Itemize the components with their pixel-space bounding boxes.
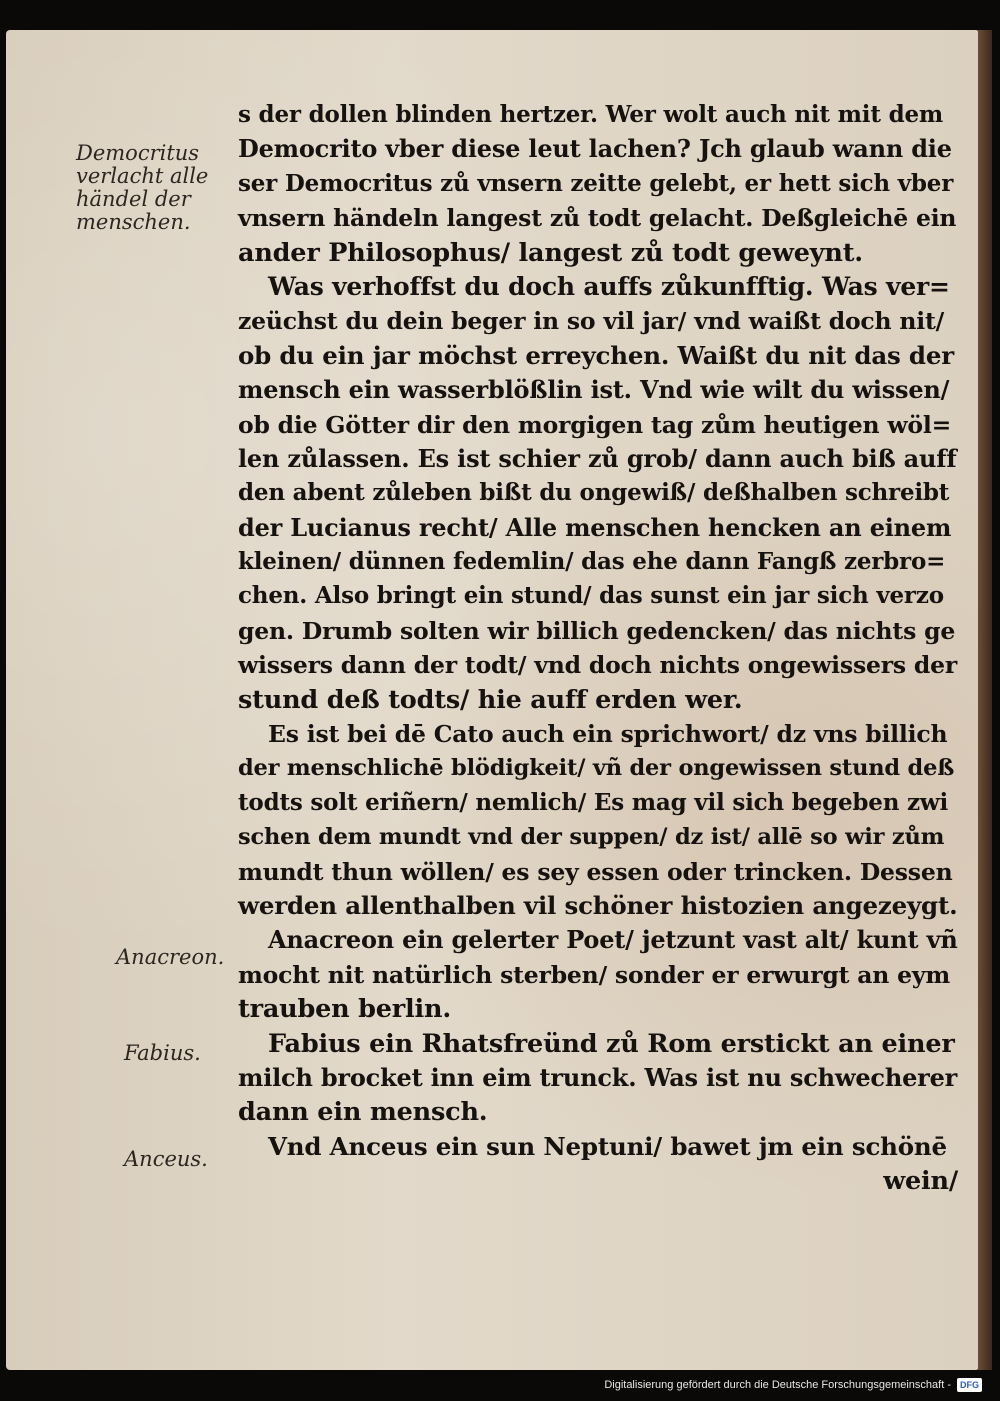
footer-credit: Digitalisierung gefördert durch die Deutsche Forschungsgemeinschaft - xyxy=(604,1379,951,1391)
text-line: ob du ein jar möchst erreychen. Waißt du nit das der xyxy=(238,340,954,370)
text-line: gen. Drumb solten wir billich gedencken/ das nichts ge xyxy=(238,616,956,645)
dfg-logo-icon[interactable]: DFG xyxy=(957,1378,982,1392)
margin-note-democritus: Democritus verlacht alle händel der menschen. xyxy=(76,141,209,234)
text-line: kleinen/ dünnen fedemlin/ das ehe dann Fangß zerbro= xyxy=(238,548,946,576)
margin-note-anacreon: Anacreon. xyxy=(116,945,225,969)
text-line: Democrito vber diese leut lachen? Jch glaub wann die xyxy=(238,134,952,164)
text-line: s der dollen blinden hertzer. Wer wolt auch nit mit dem xyxy=(238,101,944,128)
text-line: den abent zůleben bißt du ongewiß/ deßhalben schreibt xyxy=(238,479,950,507)
text-line: vnsern händeln langest zů todt gelacht. Deßgleichē ein xyxy=(238,204,957,233)
text-line: Was verhoffst du doch auffs zůkunfftig. Was ver= xyxy=(268,271,950,301)
text-line: ob die Götter dir den morgigen tag zům heutigen wöl= xyxy=(238,410,952,439)
text-line: mundt thun wöllen/ es sey essen oder trincken. Dessen xyxy=(238,857,953,886)
text-line: wissers dann der todt/ vnd doch nichts ongewissers der xyxy=(238,651,958,680)
text-line: der menschlichē blödigkeit/ vñ der ongewissen stund deß xyxy=(238,755,955,782)
text-line: todts solt eriñern/ nemlich/ Es mag vil sich begeben zwi xyxy=(238,788,949,816)
text-line: stund deß todts/ hie auff erden wer. xyxy=(238,684,743,715)
text-line: len zůlassen. Es ist schier zů grob/ dann auch biß auff xyxy=(238,443,957,473)
page-edge xyxy=(978,30,992,1370)
text-line: mocht nit natürlich sterben/ sonder er erwurgt an eym xyxy=(238,960,951,989)
text-line: der Lucianus recht/ Alle menschen hencken an einem xyxy=(238,512,952,542)
text-line: schen dem mundt vnd der suppen/ dz ist/ allē so wir zům xyxy=(238,824,945,851)
text-line: milch brocket inn eim trunck. Was ist nu schwecherer xyxy=(238,1062,958,1092)
text-line: Fabius ein Rhatsfreünd zů Rom erstickt an einer xyxy=(268,1028,955,1059)
text-line: werden allenthalben vil schöner histozien angezeygt. xyxy=(238,890,958,920)
margin-note-fabius: Fabius. xyxy=(124,1041,201,1065)
text-line: Anacreon ein gelerter Poet/ jetzunt vast alt/ kunt vñ xyxy=(268,925,958,955)
text-line: Es ist bei dē Cato auch ein sprichwort/ dz vns billich xyxy=(268,720,948,749)
book-page xyxy=(6,30,978,1370)
text-line: mensch ein wasserblößlin ist. Vnd wie wilt du wissen/ xyxy=(238,375,950,405)
text-line: chen. Also bringt ein stund/ das sunst ein jar sich verzo xyxy=(238,582,944,610)
margin-notes xyxy=(6,30,236,1370)
text-line: ser Democritus zů vnsern zeitte gelebt, er hett sich vber xyxy=(238,169,954,197)
footer xyxy=(604,1377,982,1393)
text-line: dann ein mensch. xyxy=(238,1097,488,1128)
catchword: wein/ xyxy=(883,1166,958,1197)
text-line: trauben berlin. xyxy=(238,994,452,1025)
margin-note-anceus: Anceus. xyxy=(124,1147,208,1171)
text-line: zeüchst du dein beger in so vil jar/ vnd waißt doch nit/ xyxy=(238,307,945,336)
text-line: ander Philosophus/ langest zů todt geweynt. xyxy=(238,237,863,268)
main-text-block xyxy=(238,98,958,1199)
text-line: Vnd Anceus ein sun Neptuni/ bawet jm ein schönē xyxy=(268,1131,947,1161)
